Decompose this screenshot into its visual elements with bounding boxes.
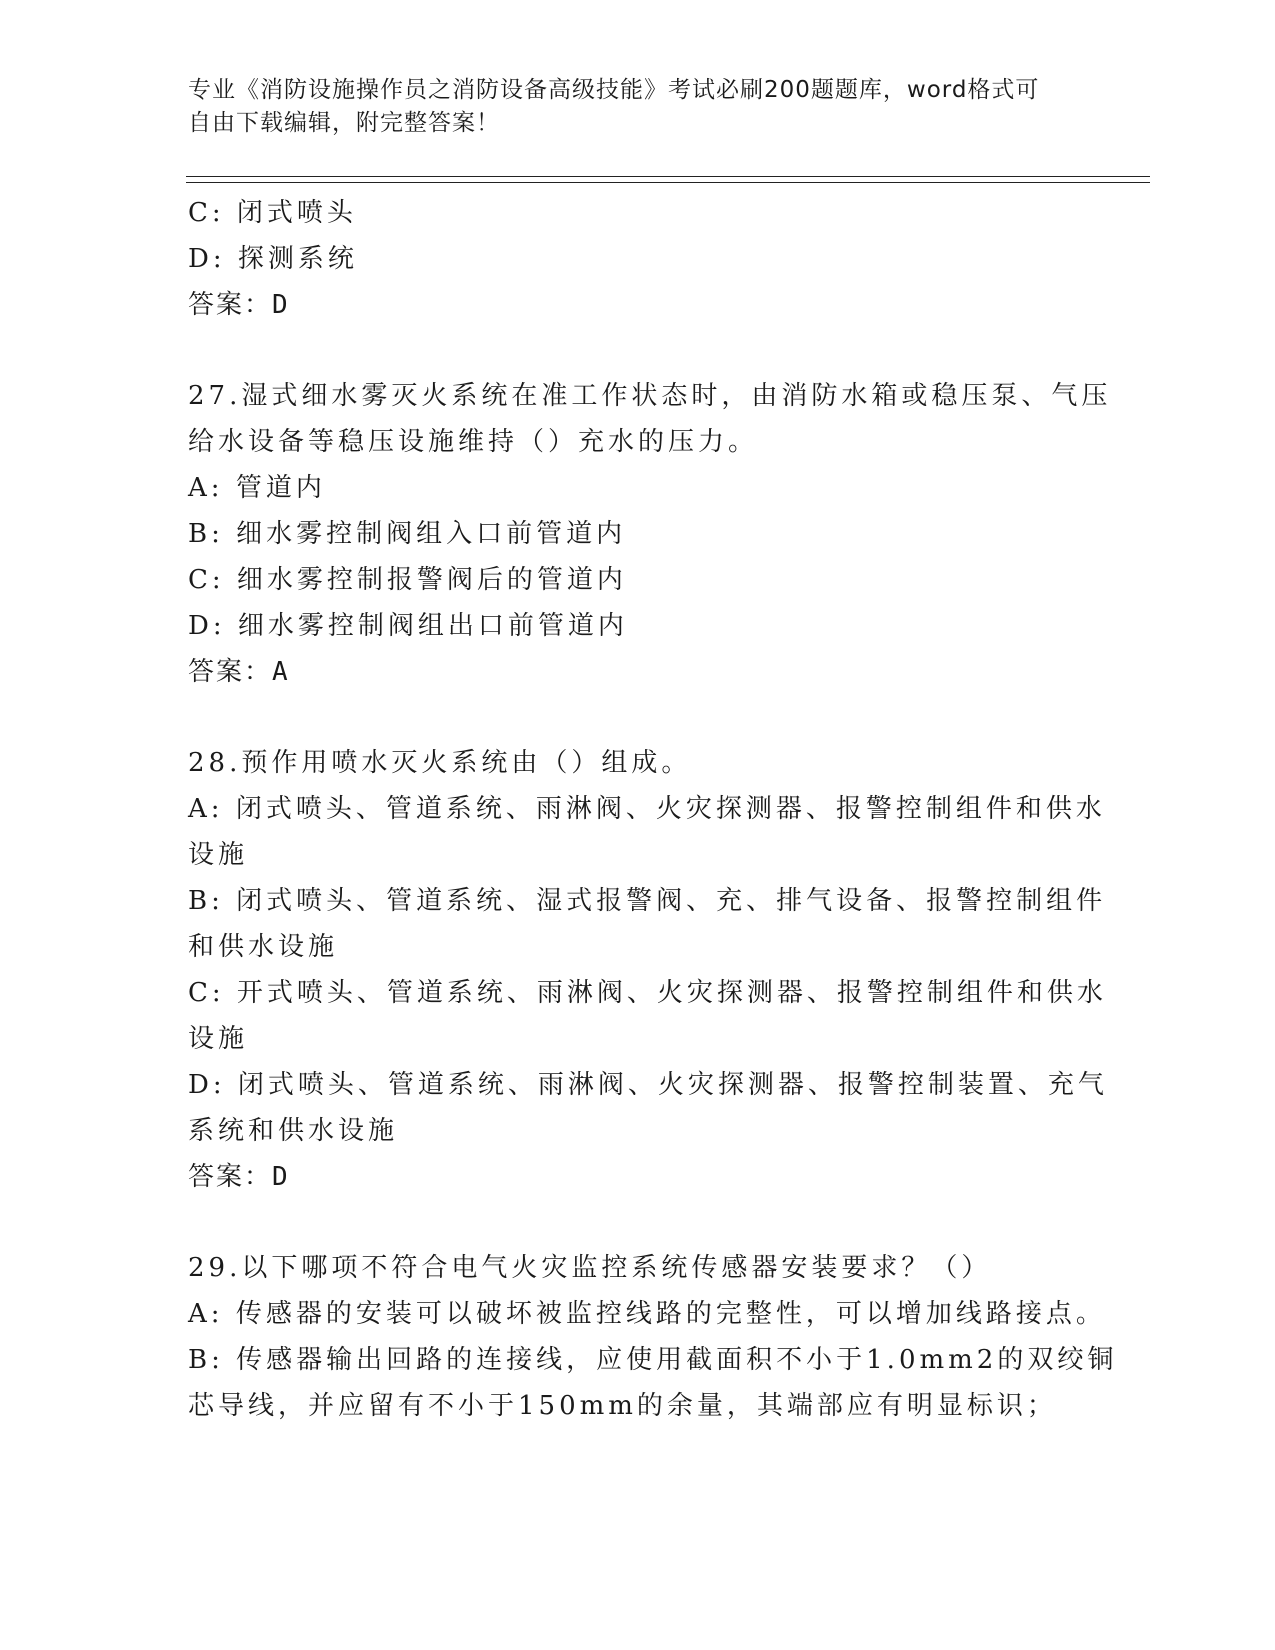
answer-line: 答案：D	[188, 290, 290, 320]
option-a: A: 传感器的安装可以破坏被监控线路的完整性，可以增加线路接点。	[188, 1299, 1106, 1329]
question-text: 27.湿式细水雾灭火系统在准工作状态时，由消防水箱或稳压泵、气压	[188, 381, 1112, 411]
option-b-continued: 和供水设施	[188, 932, 339, 962]
option-a: A: 管道内	[188, 473, 326, 503]
option-b: B: 传感器输出回路的连接线，应使用截面积不小于1.0mm2的双绞铜	[188, 1345, 1118, 1375]
answer-line: 答案：A	[188, 657, 290, 687]
header-divider	[186, 176, 1150, 177]
option-c: C: 闭式喷头	[188, 198, 357, 228]
question-text: 给水设备等稳压设施维持（）充水的压力。	[188, 427, 759, 457]
option-a-continued: 设施	[188, 840, 249, 870]
header-line: 自由下载编辑，附完整答案！	[188, 110, 500, 136]
header-line: 专业《消防设施操作员之消防设备高级技能》考试必刷200题题库，word格式可	[188, 77, 1040, 103]
answer-line: 答案：D	[188, 1162, 290, 1192]
document-header	[188, 74, 1068, 140]
question-block	[188, 373, 1112, 695]
option-d: D: 闭式喷头、管道系统、雨淋阀、火灾探测器、报警控制装置、充气	[188, 1070, 1108, 1100]
question-block	[188, 740, 1108, 1200]
question-list	[188, 190, 1118, 1429]
option-b-continued: 芯导线，并应留有不小于150mm的余量，其端部应有明显标识；	[188, 1391, 1057, 1421]
option-b: B: 闭式喷头、管道系统、湿式报警阀、充、排气设备、报警控制组件	[188, 886, 1107, 916]
option-c: C: 细水雾控制报警阀后的管道内	[188, 565, 627, 595]
header-divider	[186, 182, 1150, 183]
question-block	[188, 190, 1088, 328]
option-c-continued: 设施	[188, 1024, 249, 1054]
option-d: D: 探测系统	[188, 244, 358, 274]
question-text: 28.预作用喷水灭火系统由（）组成。	[188, 748, 692, 778]
question-text: 29.以下哪项不符合电气火灾监控系统传感器安装要求？（）	[188, 1253, 992, 1283]
option-d: D: 细水雾控制阀组出口前管道内	[188, 611, 628, 641]
option-a: A: 闭式喷头、管道系统、雨淋阀、火灾探测器、报警控制组件和供水	[188, 794, 1106, 824]
option-c: C: 开式喷头、管道系统、雨淋阀、火灾探测器、报警控制组件和供水	[188, 978, 1107, 1008]
option-d-continued: 系统和供水设施	[188, 1116, 399, 1146]
question-block	[188, 1245, 1118, 1429]
option-b: B: 细水雾控制阀组入口前管道内	[188, 519, 627, 549]
